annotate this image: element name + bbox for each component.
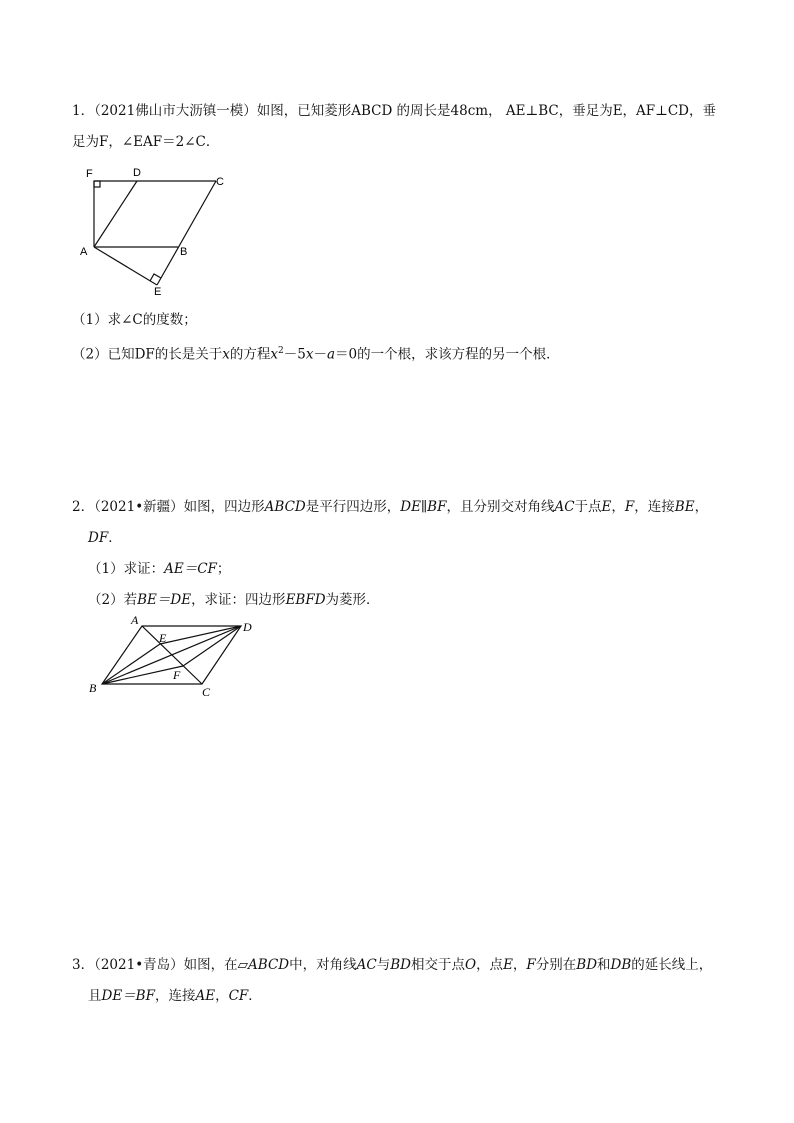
figure-1	[70, 160, 240, 300]
figure-2	[85, 612, 265, 702]
p2-e: E	[601, 499, 612, 515]
p2-be: BE	[674, 499, 695, 515]
p2-text-b: 是平行四边形，	[305, 499, 401, 515]
p2-q1-eq: AE＝CF	[164, 561, 217, 577]
p2-text-a: 2．（2021•新疆）如图，四边形	[72, 499, 265, 515]
q2-var-x: x	[222, 346, 230, 363]
q2-eq-x1: x	[270, 346, 279, 363]
p3-o: O	[464, 957, 477, 973]
fig2-label-A: A	[131, 613, 139, 627]
p3-l2-c: ，	[215, 988, 229, 1004]
problem-2-line2	[88, 528, 122, 548]
p2-text-e2: ，连接	[634, 499, 675, 515]
p3-l2-a: 且	[88, 988, 102, 1004]
p3-l2-b: ，连接	[154, 988, 196, 1004]
problem-1-line1: 1．（2021佛山市大沥镇一模）如图，已知菱形ABCD 的周长是48cm， AE⊥BC，垂足为E，AF⊥CD，垂	[72, 103, 717, 119]
q2-eq-end: ＝0	[335, 346, 358, 363]
p3-l2-end: ．	[248, 988, 262, 1004]
p3-bd: BD	[390, 957, 411, 973]
problem-2-q1	[88, 559, 230, 579]
q2-eq-x2: x	[305, 346, 314, 363]
p3-text-a: 3．（2021•青岛）如图，在	[72, 957, 238, 973]
p2-q1-a: （1）求证：	[88, 561, 165, 577]
p3-db: DB	[610, 957, 632, 973]
p3-text-f: 分别在	[535, 957, 577, 973]
label-A: A	[80, 246, 88, 258]
q2-eq-a: a	[326, 346, 336, 363]
label-D: D	[133, 167, 141, 179]
p3-l2-eq: DE＝BF	[101, 988, 155, 1004]
fig2-label-C: C	[202, 685, 211, 699]
q2-eq-minus: －	[313, 346, 327, 363]
problem-1-q1: （1）求∠C的度数；	[72, 312, 197, 328]
p3-abcd: ▱ABCD	[237, 957, 290, 973]
p2-q2-ebfd: EBFD	[285, 592, 326, 608]
p2-debf: DE∥BF	[400, 499, 447, 515]
p3-E: E	[503, 957, 513, 973]
p3-text-g: 和	[597, 957, 611, 973]
p2-q2-b: ，求证：四边形	[191, 592, 286, 608]
p2-f: F	[624, 499, 635, 515]
q2-eq-sup: 2	[278, 346, 284, 356]
problem-1-line2: 足为F，∠EAF＝2∠C．	[72, 134, 220, 150]
p3-l2-cf: CF	[228, 988, 249, 1004]
p2-line2-end: ．	[108, 530, 122, 546]
p2-text-d: 于点	[574, 499, 602, 515]
p2-q2-end: 为菱形．	[325, 592, 380, 608]
q2-eq-mid: －5	[283, 346, 306, 363]
fig2-label-D: D	[243, 620, 252, 634]
fig2-label-B: B	[89, 681, 97, 695]
p2-comma: ，	[611, 499, 625, 515]
problem-3-line2	[88, 986, 262, 1006]
p3-text-c: 与	[376, 957, 391, 973]
p2-q2-a: （2）若	[88, 592, 138, 608]
p2-df: DF	[88, 530, 109, 546]
q2-text-b: 的方程	[229, 346, 271, 363]
label-E: E	[154, 286, 162, 298]
fig2-label-E: E	[159, 631, 167, 645]
problem-2-line1	[72, 497, 708, 517]
p2-q2-eq: BE＝DE	[137, 592, 192, 608]
p3-l2-ae: AE	[195, 988, 216, 1004]
p3-text-h: 的延长线上，	[631, 957, 713, 973]
problem-3-line1	[72, 955, 712, 975]
fig2-label-F: F	[173, 668, 181, 682]
problem-1-q2	[72, 341, 560, 365]
q2-text-a: （2）已知DF的长是关于	[72, 346, 223, 363]
p2-end: ，	[694, 499, 709, 515]
p3-text-b: 中，对角线	[289, 957, 357, 973]
label-C: C	[216, 176, 224, 188]
p3-F: F	[526, 957, 536, 973]
p2-ac: AC	[554, 499, 575, 515]
problem-2-q2	[88, 590, 380, 610]
label-F: F	[86, 168, 93, 180]
p2-abcd: ABCD	[264, 499, 306, 515]
p3-text-e: ，点	[476, 957, 504, 973]
p3-text-d: 相交于点	[410, 957, 465, 973]
p3-bd2: BD	[576, 957, 598, 973]
p2-q1-end: ；	[216, 561, 231, 577]
p3-ac: AC	[356, 957, 377, 973]
label-B: B	[180, 246, 188, 258]
p3-comma: ，	[512, 957, 527, 973]
p2-text-c: ，且分别交对角线	[446, 499, 555, 515]
q2-text-c: 的一个根，求该方程的另一个根．	[357, 346, 560, 363]
